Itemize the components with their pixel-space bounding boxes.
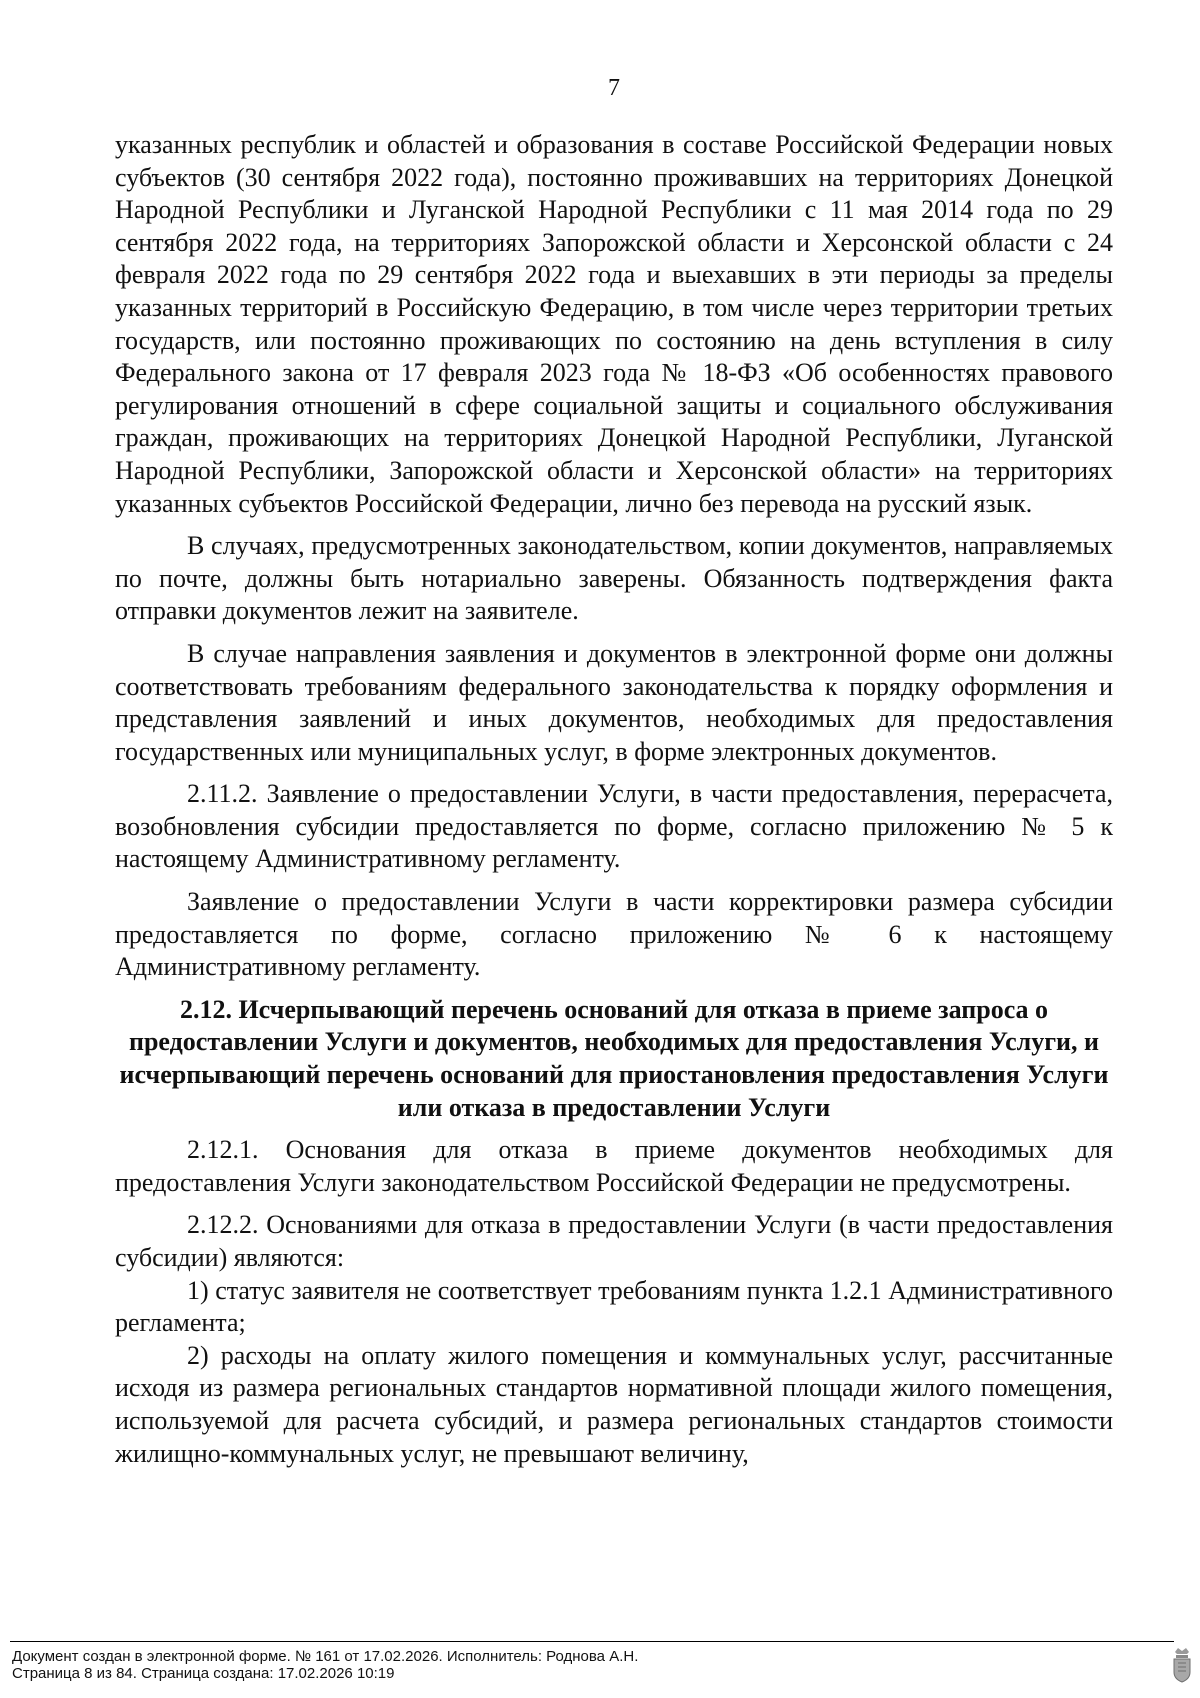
footer-document-info: Документ создан в электронной форме. № 161 от 17.02.2026. Исполнитель: Роднова А.Н. (12, 1648, 639, 1665)
paragraph-notarized-copies: В случаях, предусмотренных законодательством, копии документов, направляемых по почте, должны быть нотариально заверены. Обязанность подтверждения факта отправки документов лежит на заявителе. (115, 531, 1113, 626)
footer-divider (10, 1641, 1174, 1642)
page-number: 7 (608, 75, 620, 101)
list-item-2: 2) расходы на оплату жилого помещения и коммунальных услуг, рассчитанные исходя из размера региональных стандартов нормативной площади жилого помещения, используемой для расчета субсидий, и размера региональных стандартов стоимости жилищно-коммунальных услуг, не превышают величину, (115, 1340, 1113, 1468)
paragraph-electronic-form: В случае направления заявления и документов в электронной форме они должны соответствовать требованиям федерального законодательства к порядку оформления и представления заявлений и иных документов, необходимых для предоставления государственных или муниципальных услуг, в форме электронных документов. (115, 638, 1113, 766)
document-footer (0, 1641, 1200, 1698)
paragraph-2-12-1: 2.12.1. Основания для отказа в приеме документов необходимых для предоставления Услуги законодательством Российской Федерации не предусмотрены. (115, 1135, 1113, 1197)
coat-of-arms-icon (1171, 1646, 1193, 1684)
paragraph-2-11-2: 2.11.2. Заявление о предоставлении Услуги, в части предоставления, перерасчета, возобновления субсидии предоставляется по форме, согласно приложению № 5 к настоящему Административному регламенту. (115, 779, 1113, 874)
footer-text (12, 1648, 638, 1682)
list-item-1: 1) статус заявителя не соответствует требованиям пункта 1.2.1 Административного регламента; (115, 1275, 1113, 1338)
paragraph-2-12-2: 2.12.2. Основаниями для отказа в предоставлении Услуги (в части предоставления субсидии) являются: (115, 1210, 1113, 1272)
paragraph-continuation: указанных республик и областей и образования в составе Российской Федерации новых субъектов (30 сентября 2022 года), постоянно проживавших на территориях Донецкой Народной Республики и Луганской Народной Республики с 11 мая 2014 года по 29 сентября 2022 года, на территориях Запорожской области и Херсонской области с 24 февраля 2022 года по 29 сентября 2022 года и выехавших в эти периоды за пределы указанных территорий в Российскую Федерацию, в том числе через территории третьих государств, или постоянно проживающих по состоянию на день вступления в силу Федерального закона от 17 февраля 2023 года № 18-ФЗ «Об особенностях правового регулирования отношений в сфере социальной защиты и социального обслуживания граждан, проживающих на территориях Донецкой Народной Республики, Луганской Народной Республики, Запорожской области и Херсонской области» на территориях указанных субъектов Российской Федерации, лично без перевода на русский язык. (115, 130, 1113, 518)
footer-page-info: Страница 8 из 84. Страница создана: 17.02.2026 10:19 (12, 1665, 395, 1682)
paragraph-correction-application: Заявление о предоставлении Услуги в части корректировки размера субсидии предоставляется по форме, согласно приложению № 6 к настоящему Административному регламенту. (115, 887, 1113, 982)
document-body (115, 129, 1113, 1470)
section-heading-2-12: 2.12. Исчерпывающий перечень оснований для отказа в приеме запроса о предоставлении Услуги и документов, необходимых для предоставления Услуги, и исчерпывающий перечень оснований для приостановления предоставления Услуги или отказа в предоставлении Услуги (119, 994, 1109, 1122)
